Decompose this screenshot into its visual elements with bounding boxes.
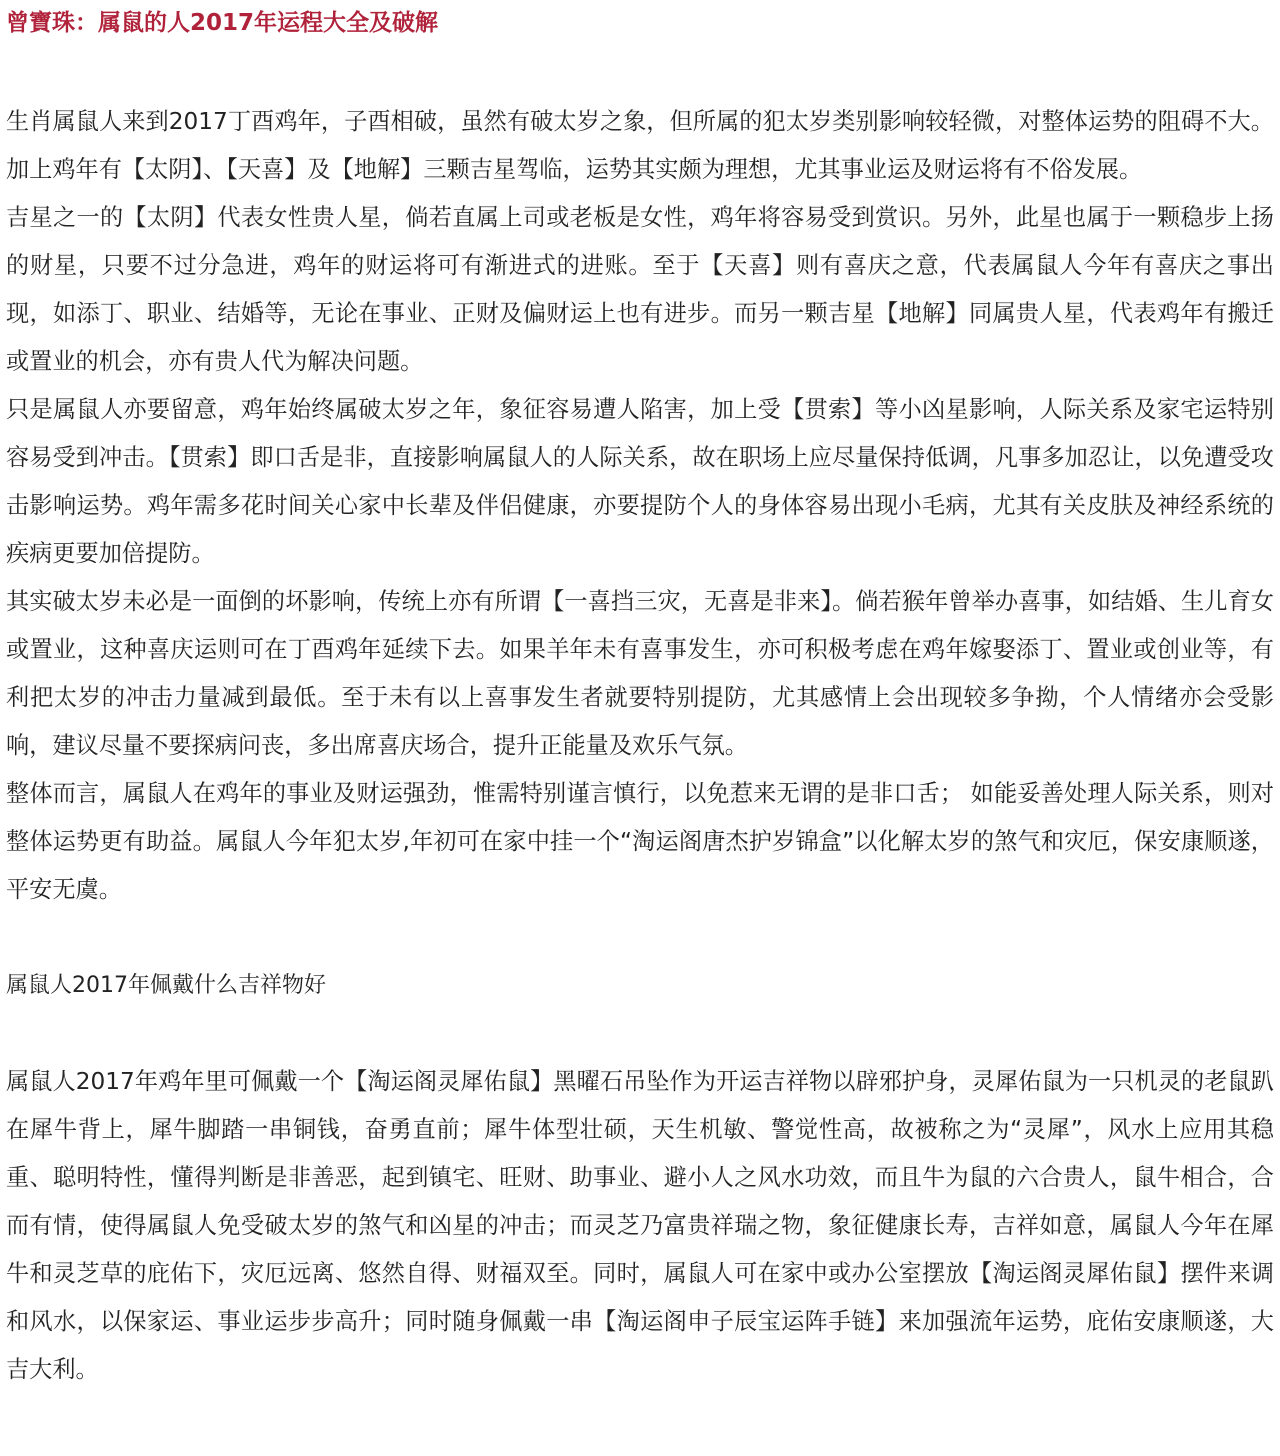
paragraph-3: 只是属鼠人亦要留意，鸡年始终属破太岁之年，象征容易遭人陷害，加上受【贯索】等小凶星影响，人际关系及家宅运特别容易受到冲击。【贯索】即口舌是非，直接影响属鼠人的人际关系，故在职场上应尽量保持低调，凡事多加忍让，以免遭受攻击影响运势。鸡年需多花时间关心家中长辈及伴侣健康，亦要提防个人的身体容易出现小毛病，尤其有关皮肤及神经系统的疾病更要加倍提防。 [6, 396, 1274, 567]
paragraph-2: 吉星之一的【太阴】代表女性贵人星，倘若直属上司或老板是女性，鸡年将容易受到赏识。另外，此星也属于一颗稳步上扬的财星，只要不过分急进，鸡年的财运将可有渐进式的进账。至于【天喜】则有喜庆之意，代表属鼠人今年有喜庆之事出现，如添丁、职业、结婚等，无论在事业、正财及偏财运上也有进步。而另一颗吉星【地解】同属贵人星，代表鸡年有搬迁或置业的机会，亦有贵人代为解决问题。 [6, 204, 1274, 375]
paragraph-5: 整体而言，属鼠人在鸡年的事业及财运强劲，惟需特别谨言慎行，以免惹来无谓的是非口舌； 如能妥善处理人际关系，则对整体运势更有助益。属鼠人今年犯太岁,年初可在家中挂一个“淘运阁唐杰护岁锦盒”以化解太岁的煞气和灾厄，保安康顺遂，平安无虞。 [6, 780, 1274, 903]
article-title: 曾寶珠：属鼠的人2017年运程大全及破解 [6, 10, 439, 36]
spacer [6, 1010, 1274, 1058]
paragraph-4: 其实破太岁未必是一面倒的坏影响，传统上亦有所谓【一喜挡三灾，无喜是非来】。倘若猴年曾举办喜事，如结婚、生儿育女或置业，这种喜庆运则可在丁酉鸡年延续下去。如果羊年未有喜事发生，亦可积极考虑在鸡年嫁娶添丁、置业或创业等，有利把太岁的冲击力量减到最低。至于未有以上喜事发生者就要特别提防，尤其感情上会出现较多争拗，个人情绪亦会受影响，建议尽量不要探病问丧，多出席喜庆场合，提升正能量及欢乐气氛。 [6, 588, 1274, 759]
spacer [6, 40, 1274, 98]
closing-paragraph: 属鼠人2017年鸡年里可佩戴一个【淘运阁灵犀佑鼠】黑曜石吊坠作为开运吉祥物以辟邪护身，灵犀佑鼠为一只机灵的老鼠趴在犀牛背上，犀牛脚踏一串铜钱，奋勇直前；犀牛体型壮硕，天生机敏、警觉性高，故被称之为“灵犀”，风水上应用其稳重、聪明特性，懂得判断是非善恶，起到镇宅、旺财、助事业、避小人之风水功效，而且牛为鼠的六合贵人，鼠牛相合，合而有情，使得属鼠人免受破太岁的煞气和凶星的冲击；而灵芝乃富贵祥瑞之物，象征健康长寿，吉祥如意，属鼠人今年在犀牛和灵芝草的庇佑下，灾厄远离、悠然自得、财福双至。同时，属鼠人可在家中或办公室摆放【淘运阁灵犀佑鼠】摆件来调和风水，以保家运、事业运步步高升；同时随身佩戴一串【淘运阁申子辰宝运阵手链】来加强流年运势，庇佑安康顺遂，大吉大利。 [6, 1068, 1274, 1383]
section-subheading: 属鼠人2017年佩戴什么吉祥物好 [6, 973, 326, 998]
paragraph-1: 生肖属鼠人来到2017丁酉鸡年，子酉相破，虽然有破太岁之象，但所属的犯太岁类别影响较轻微，对整体运势的阻碍不大。加上鸡年有【太阴】、【天喜】及【地解】三颗吉星驾临，运势其实颇为理想，尤其事业运及财运将有不俗发展。 [6, 108, 1274, 183]
spacer [6, 914, 1274, 962]
